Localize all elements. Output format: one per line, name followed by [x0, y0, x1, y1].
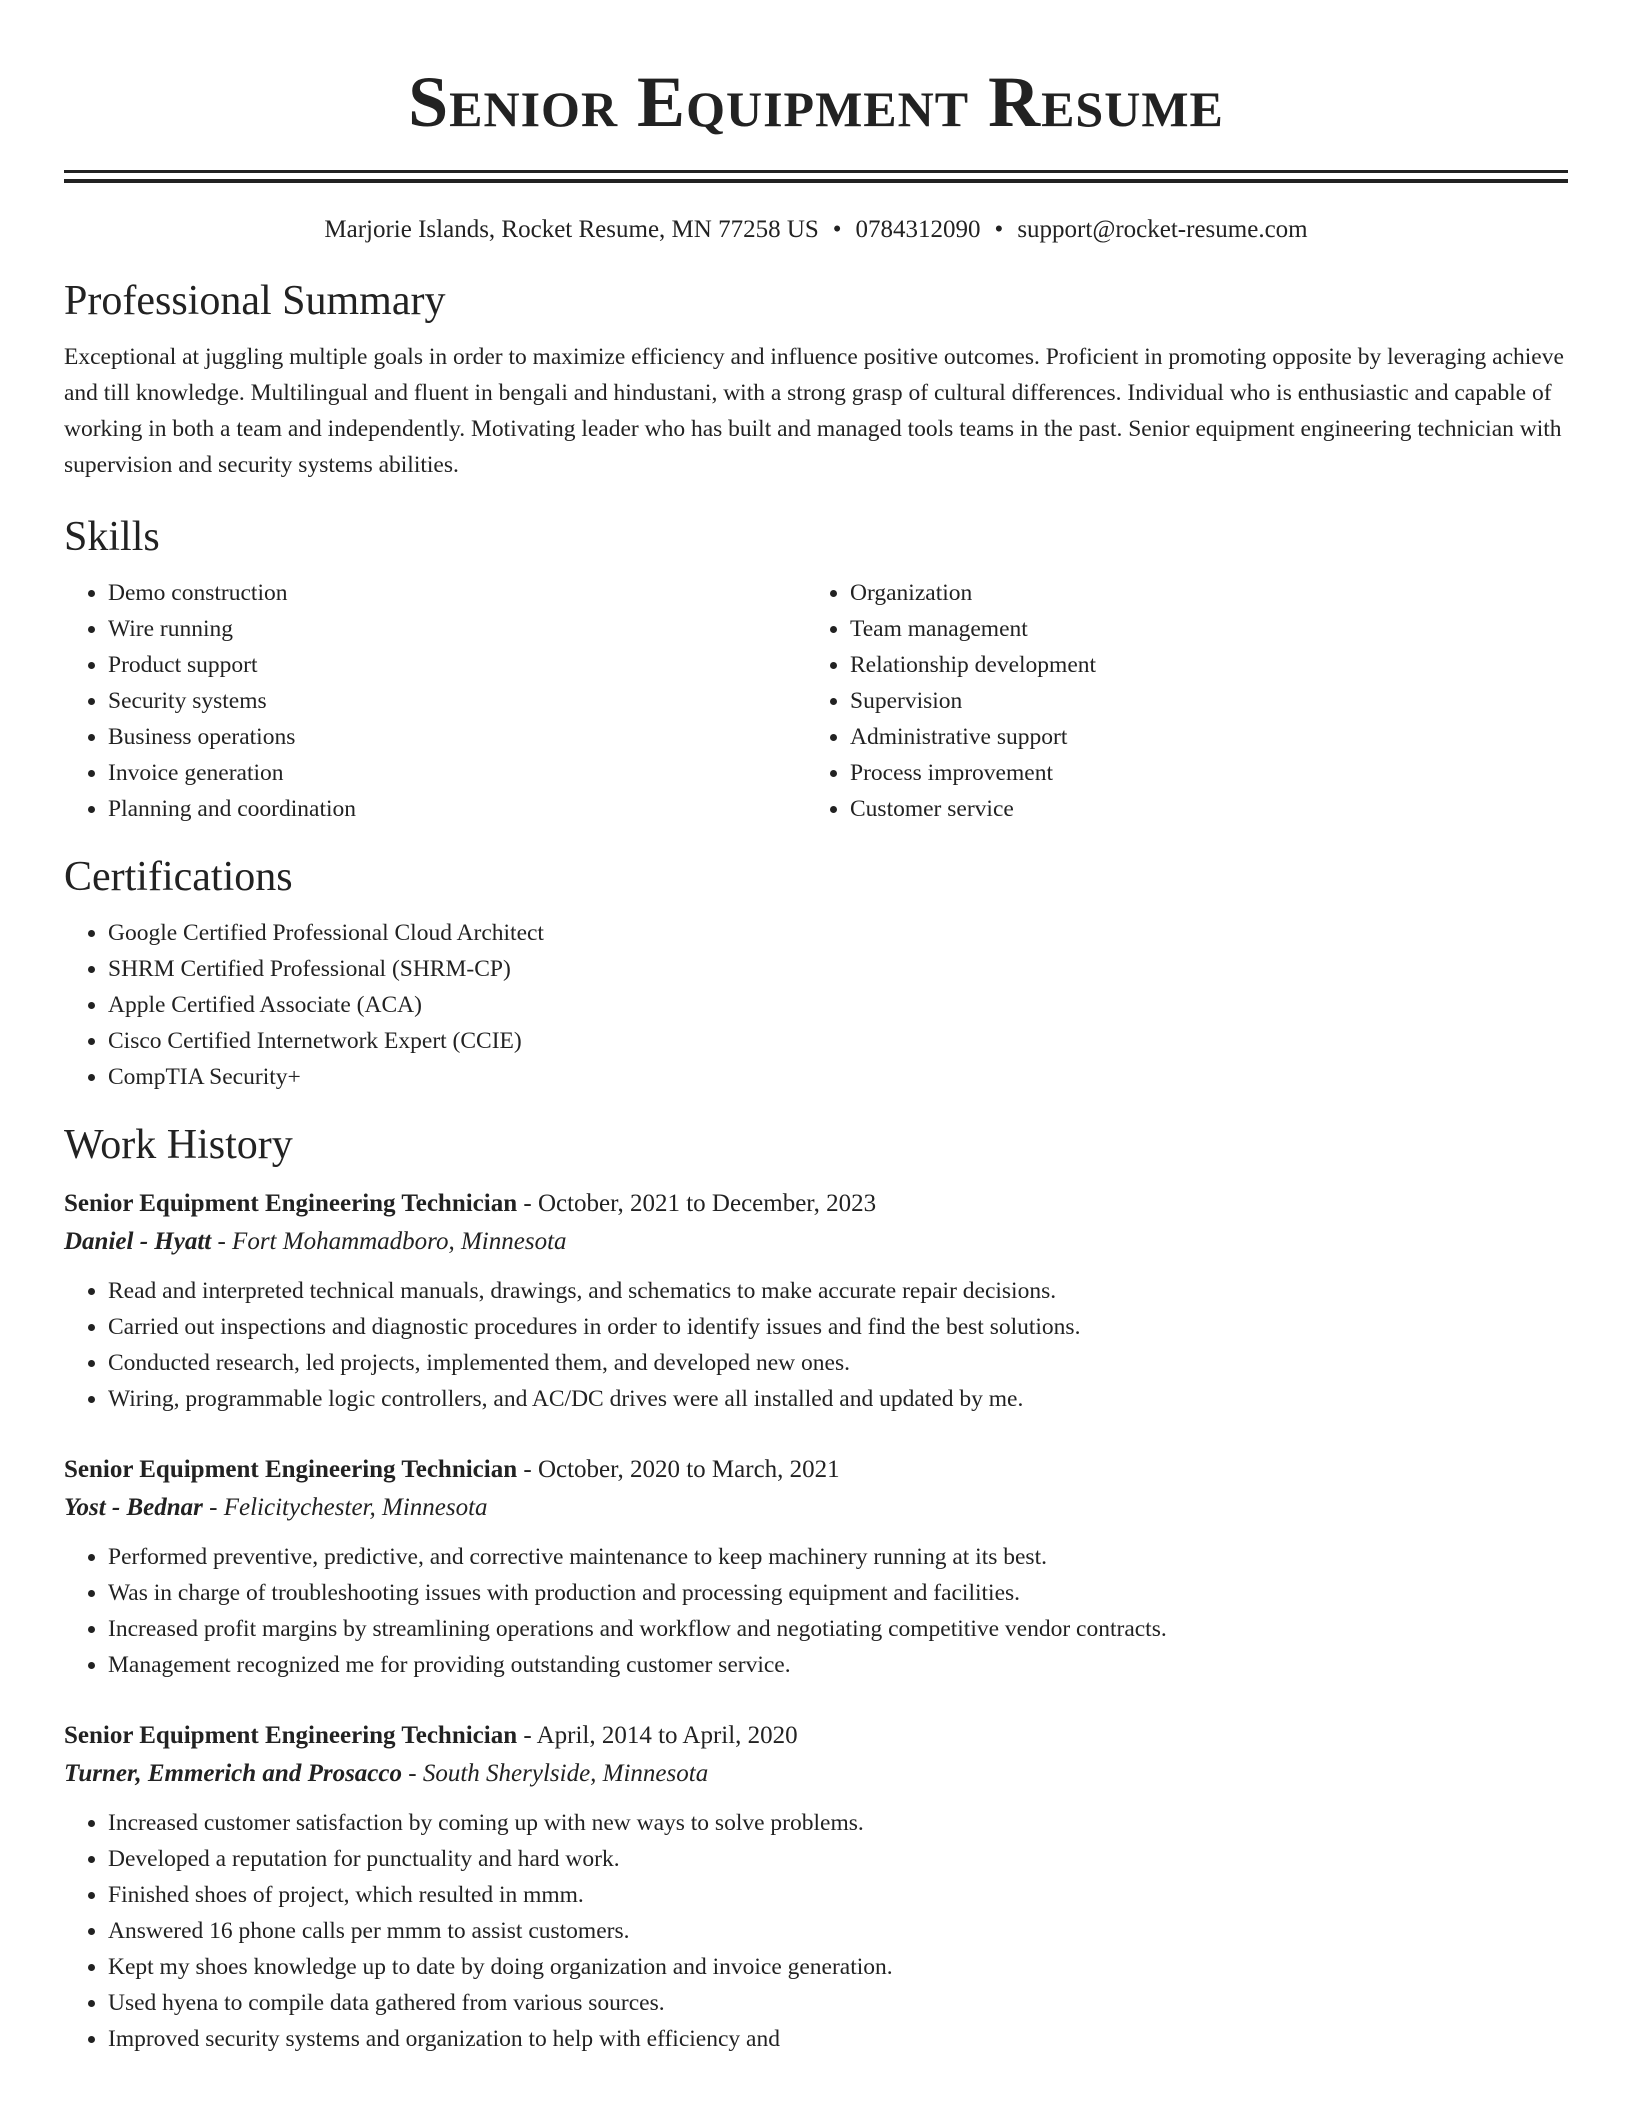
skills-column-left — [64, 575, 806, 827]
contact-address: Marjorie Islands, Rocket Resume, MN 77258 US — [324, 216, 819, 243]
certification-item: • CompTIA Security+ — [108, 1059, 1568, 1095]
skill-item: • Wire running — [108, 611, 806, 647]
job-bullet: • Read and interpreted technical manuals, drawings, and schematics to make accurate repair decisions. — [108, 1273, 1568, 1309]
skills-list-right — [806, 575, 1548, 827]
skills-column-right — [806, 575, 1548, 827]
skill-item: • Business operations — [108, 719, 806, 755]
job-location: - Felicitychester, Minnesota — [202, 1494, 488, 1521]
job-company: Daniel - Hyatt — [64, 1228, 212, 1255]
skill-item: • Organization — [850, 575, 1548, 611]
job-bullet: • Developed a reputation for punctuality and hard work. — [108, 1841, 1568, 1877]
job-title: Senior Equipment Engineering Technician — [64, 1456, 518, 1483]
certification-item: • SHRM Certified Professional (SHRM-CP) — [108, 951, 1568, 987]
job-header — [64, 1185, 1568, 1223]
skill-item: • Customer service — [850, 791, 1548, 827]
skill-item: • Team management — [850, 611, 1548, 647]
job-location: - Fort Mohammadboro, Minnesota — [211, 1228, 567, 1255]
work-history-heading: Work History — [64, 1122, 293, 1168]
job-bullet: • Carried out inspections and diagnostic procedures in order to identify issues and find the best solutions. — [108, 1309, 1568, 1345]
contact-line — [64, 215, 1568, 245]
job-bullets — [64, 1539, 1568, 1683]
skill-item: • Security systems — [108, 683, 806, 719]
title-divider-top — [64, 170, 1568, 173]
skill-item: • Process improvement — [850, 755, 1548, 791]
job-title: Senior Equipment Engineering Technician — [64, 1722, 518, 1749]
contact-separator: • — [832, 216, 842, 243]
resume-title: Senior Equipment Resume — [408, 62, 1224, 142]
contact-phone: 0784312090 — [855, 216, 981, 243]
skill-item: • Relationship development — [850, 647, 1548, 683]
certification-item: • Apple Certified Associate (ACA) — [108, 987, 1568, 1023]
job-bullet: • Management recognized me for providing outstanding customer service. — [108, 1647, 1568, 1683]
job-header — [64, 1717, 1568, 1755]
job-dates: - October, 2020 to March, 2021 — [517, 1456, 840, 1483]
job-employer — [64, 1755, 1568, 1793]
job-bullet: • Increased customer satisfaction by coming up with new ways to solve problems. — [108, 1805, 1568, 1841]
job-employer — [64, 1223, 1568, 1261]
job-entry — [64, 1717, 1568, 2057]
job-company: Yost - Bednar — [64, 1494, 203, 1521]
certifications-heading: Certifications — [64, 854, 293, 900]
job-dates: - October, 2021 to December, 2023 — [517, 1190, 877, 1217]
skill-item: • Administrative support — [850, 719, 1548, 755]
job-bullet: • Performed preventive, predictive, and corrective maintenance to keep machinery running at its best. — [108, 1539, 1568, 1575]
job-location: - South Sherylside, Minnesota — [402, 1760, 709, 1787]
job-bullet: • Kept my shoes knowledge up to date by doing organization and invoice generation. — [108, 1949, 1568, 1985]
job-bullet: • Improved security systems and organization to help with efficiency and — [108, 2021, 1568, 2057]
job-entry — [64, 1451, 1568, 1683]
title-divider-bottom — [64, 179, 1568, 183]
certification-item: • Cisco Certified Internetwork Expert (CCIE) — [108, 1023, 1568, 1059]
job-bullet: • Increased profit margins by streamlining operations and workflow and negotiating competitive vendor contracts. — [108, 1611, 1568, 1647]
skill-item: • Demo construction — [108, 575, 806, 611]
job-title: Senior Equipment Engineering Technician — [64, 1190, 518, 1217]
job-bullet: • Finished shoes of project, which resulted in mmm. — [108, 1877, 1568, 1913]
job-bullet: • Answered 16 phone calls per mmm to assist customers. — [108, 1913, 1568, 1949]
job-bullet: • Conducted research, led projects, implemented them, and developed new ones. — [108, 1345, 1568, 1381]
skills-heading: Skills — [64, 514, 160, 560]
job-bullets — [64, 1805, 1568, 2057]
skill-item: • Planning and coordination — [108, 791, 806, 827]
job-entry — [64, 1185, 1568, 1417]
certification-item: • Google Certified Professional Cloud Architect — [108, 915, 1568, 951]
summary-heading: Professional Summary — [64, 278, 446, 324]
contact-email[interactable]: support@rocket-resume.com — [1017, 216, 1308, 243]
job-bullet: • Used hyena to compile data gathered from various sources. — [108, 1985, 1568, 2021]
skill-item: • Invoice generation — [108, 755, 806, 791]
job-employer — [64, 1489, 1568, 1527]
summary-text: Exceptional at juggling multiple goals in order to maximize efficiency and influence positive outcomes. Proficient in promoting opposite by leveraging achieve and till knowledge. Multilingual and fluent in bengali and hindustani, with a strong grasp of cultural differences. Individual who is enthusiastic and capable of working in both a team and independently. Motivating leader who has built and managed tools teams in the past. Senior equipment engineering technician with supervision and security systems abilities. — [64, 344, 1564, 478]
skills-list-left — [64, 575, 806, 827]
job-header — [64, 1451, 1568, 1489]
resume-page — [64, 0, 1568, 2057]
skill-item: • Product support — [108, 647, 806, 683]
job-bullets — [64, 1273, 1568, 1417]
skills-columns — [64, 575, 1568, 827]
contact-separator: • — [994, 216, 1004, 243]
job-company: Turner, Emmerich and Prosacco — [64, 1760, 402, 1787]
skill-item: • Supervision — [850, 683, 1548, 719]
certifications-list — [64, 915, 1568, 1095]
job-bullet: • Wiring, programmable logic controllers, and AC/DC drives were all installed and updated by me. — [108, 1381, 1568, 1417]
job-bullet: • Was in charge of troubleshooting issues with production and processing equipment and facilities. — [108, 1575, 1568, 1611]
job-dates: - April, 2014 to April, 2020 — [517, 1722, 798, 1749]
